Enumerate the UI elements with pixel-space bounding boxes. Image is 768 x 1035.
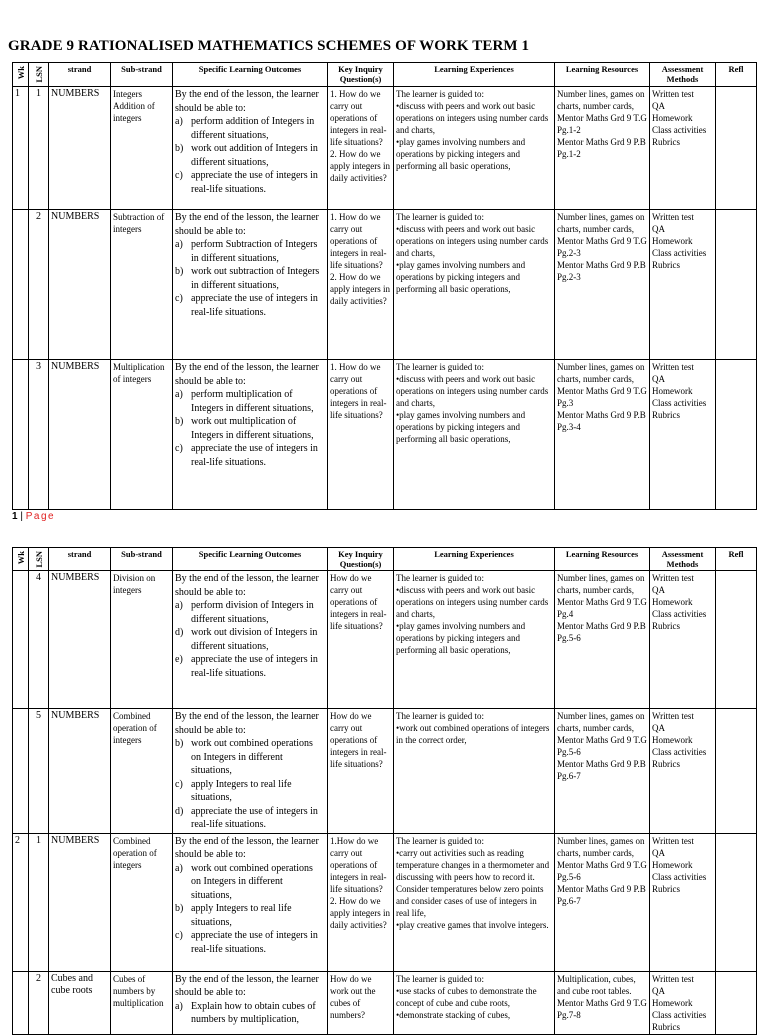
outcomes-intro: By the end of the lesson, the learner should be able to: bbox=[175, 711, 319, 736]
inquiry-cell: 1. How do we carry out operations of integers in real-life situations? 2. How do we apply integers in daily activities? bbox=[328, 87, 394, 210]
table-row bbox=[13, 360, 757, 510]
assessment-item: Rubrics bbox=[652, 759, 680, 769]
assessment-item: QA bbox=[652, 374, 665, 384]
page-number: 1 bbox=[12, 511, 18, 522]
experiences-cell bbox=[394, 210, 555, 360]
lesson-cell: 1 bbox=[29, 87, 49, 210]
strand-cell: NUMBERS bbox=[49, 571, 111, 709]
week-cell bbox=[13, 360, 29, 510]
week-cell: 1 bbox=[13, 87, 29, 210]
header-strand: strand bbox=[49, 548, 111, 571]
outcomes-intro: By the end of the lesson, the learner should be able to: bbox=[175, 362, 319, 387]
resource-item: Mentor Maths Grd 9 P.B Pg.3-4 bbox=[557, 410, 646, 432]
resource-item: Mentor Maths Grd 9 P.B Pg.5-6 bbox=[557, 621, 646, 643]
table-row bbox=[13, 571, 757, 709]
assessment-cell bbox=[650, 571, 716, 709]
strand-cell: NUMBERS bbox=[49, 833, 111, 971]
resource-item: Number lines, games on charts, number cards, bbox=[557, 362, 645, 384]
outcome-text: work out subtraction of Integers in different situations, bbox=[191, 266, 320, 291]
strand-cell: NUMBERS bbox=[49, 210, 111, 360]
experiences-intro: The learner is guided to: bbox=[396, 362, 484, 372]
outcome-text: work out addition of Integers in different situations, bbox=[191, 143, 318, 168]
outcome-item bbox=[175, 902, 325, 929]
assessment-cell bbox=[650, 87, 716, 210]
experiences-cell bbox=[394, 709, 555, 834]
outcomes-list bbox=[175, 862, 325, 957]
header-lsn bbox=[29, 548, 49, 571]
experiences-cell bbox=[394, 833, 555, 971]
assessment-item: Homework bbox=[652, 386, 693, 396]
assessment-cell bbox=[650, 971, 716, 1034]
outcome-text: work out multiplication of Integers in different situations, bbox=[191, 416, 314, 441]
assessment-item: Class activities bbox=[652, 398, 707, 408]
header-wk bbox=[13, 63, 29, 87]
lesson-cell: 2 bbox=[29, 210, 49, 360]
outcome-item bbox=[175, 169, 325, 196]
outcome-text: perform addition of Integers in different situations, bbox=[191, 116, 315, 141]
outcome-marker: b) bbox=[175, 143, 184, 154]
table-row bbox=[13, 833, 757, 971]
outcome-item bbox=[175, 862, 325, 903]
resource-item: Mentor Maths Grd 9 T.G Pg.3 bbox=[557, 386, 647, 408]
resource-item: Mentor Maths Grd 9 T.G Pg.1-2 bbox=[557, 113, 647, 135]
outcome-marker: c) bbox=[175, 443, 183, 454]
page-title: GRADE 9 RATIONALISED MATHEMATICS SCHEMES OF WORK TERM 1 bbox=[8, 38, 530, 54]
header-strand: strand bbox=[49, 63, 111, 87]
outcomes-cell bbox=[173, 87, 328, 210]
assessment-item: Written test bbox=[652, 89, 694, 99]
substrand-cell: Integers Addition of integers bbox=[111, 87, 173, 210]
strand-cell: NUMBERS bbox=[49, 360, 111, 510]
schemes-table-page-1 bbox=[12, 62, 757, 510]
header-lsn-label: LSN bbox=[33, 551, 44, 568]
outcome-text: appreciate the use of integers in real-life situations. bbox=[191, 805, 318, 830]
outcome-marker: d) bbox=[175, 627, 184, 638]
outcomes-intro: By the end of the lesson, the learner should be able to: bbox=[175, 835, 319, 860]
substrand-cell: Subtraction of integers bbox=[111, 210, 173, 360]
assessment-item: Rubrics bbox=[652, 260, 680, 270]
outcome-item bbox=[175, 265, 325, 292]
outcome-item bbox=[175, 415, 325, 442]
assessment-item: Homework bbox=[652, 597, 693, 607]
reflection-cell bbox=[716, 210, 757, 360]
assessment-item: Class activities bbox=[652, 1009, 707, 1020]
assessment-item: Rubrics bbox=[652, 883, 680, 894]
lesson-cell: 5 bbox=[29, 709, 49, 834]
reflection-cell bbox=[716, 971, 757, 1034]
schemes-table-page-2 bbox=[12, 547, 757, 1035]
resources-cell bbox=[555, 360, 650, 510]
outcome-item bbox=[175, 142, 325, 169]
outcome-text: perform Subtraction of Integers in different situations, bbox=[191, 239, 318, 264]
outcomes-cell bbox=[173, 571, 328, 709]
outcomes-list bbox=[175, 737, 325, 832]
outcomes-cell bbox=[173, 971, 328, 1034]
resource-item: Mentor Maths Grd 9 P.B Pg.1-2 bbox=[557, 137, 646, 159]
outcome-marker: d) bbox=[175, 805, 184, 817]
strand-cell: NUMBERS bbox=[49, 87, 111, 210]
assessment-item: QA bbox=[652, 585, 665, 595]
assessment-item: QA bbox=[652, 985, 665, 996]
substrand-cell: Multiplication of integers bbox=[111, 360, 173, 510]
assessment-cell bbox=[650, 709, 716, 834]
header-lsn bbox=[29, 63, 49, 87]
reflection-cell bbox=[716, 87, 757, 210]
page-footer bbox=[12, 511, 55, 522]
outcome-text: work out division of Integers in different situations, bbox=[191, 627, 318, 652]
experiences-cell bbox=[394, 87, 555, 210]
outcome-marker: a) bbox=[175, 1000, 183, 1012]
outcomes-intro: By the end of the lesson, the learner should be able to: bbox=[175, 212, 319, 237]
assessment-cell bbox=[650, 360, 716, 510]
resource-item: Mentor Maths Grd 9 P.B Pg.6-7 bbox=[557, 883, 646, 906]
assessment-item: Class activities bbox=[652, 248, 707, 258]
experiences-cell bbox=[394, 360, 555, 510]
lesson-cell: 4 bbox=[29, 571, 49, 709]
outcome-marker: a) bbox=[175, 239, 183, 250]
outcome-text: apply Integers to real life situations, bbox=[191, 778, 292, 803]
outcome-item bbox=[175, 737, 325, 778]
outcome-text: appreciate the use of integers in real-life situations. bbox=[191, 170, 318, 195]
assessment-item: QA bbox=[652, 723, 665, 733]
outcomes-cell bbox=[173, 360, 328, 510]
header-inquiry: Key Inquiry Question(s) bbox=[328, 63, 394, 87]
assessment-item: QA bbox=[652, 101, 665, 111]
assessment-item: Written test bbox=[652, 973, 694, 984]
assessment-item: Homework bbox=[652, 997, 693, 1008]
header-substrand: Sub-strand bbox=[111, 548, 173, 571]
experience-item: • play games involving numbers and operations by picking integers and performing all basic operations, bbox=[396, 620, 552, 656]
header-lsn-label: LSN bbox=[33, 66, 44, 83]
outcome-text: perform multiplication of Integers in different situations, bbox=[191, 389, 314, 414]
week-cell bbox=[13, 210, 29, 360]
outcome-marker: c) bbox=[175, 293, 183, 304]
assessment-item: Written test bbox=[652, 711, 694, 721]
header-outcomes: Specific Learning Outcomes bbox=[173, 63, 328, 87]
reflection-cell bbox=[716, 571, 757, 709]
table-row bbox=[13, 971, 757, 1034]
resource-item: Mentor Maths Grd 9 T.G Pg.7-8 bbox=[557, 997, 647, 1020]
outcomes-list bbox=[175, 115, 325, 196]
page-separator: | bbox=[20, 511, 23, 522]
week-cell bbox=[13, 571, 29, 709]
page-label: Page bbox=[25, 511, 56, 522]
outcome-marker: b) bbox=[175, 903, 184, 914]
table-row bbox=[13, 87, 757, 210]
inquiry-cell: 1. How do we carry out operations of integers in real-life situations? 2. How do we apply integers in daily activities? bbox=[328, 210, 394, 360]
assessment-item: QA bbox=[652, 224, 665, 234]
outcome-marker: c) bbox=[175, 930, 183, 941]
outcome-marker: e) bbox=[175, 654, 183, 665]
resource-item: Number lines, games on charts, number cards, bbox=[557, 212, 645, 234]
inquiry-cell: 1.How do we carry out operations of integers in real-life situations? 2. How do we apply integers in daily activities? bbox=[328, 833, 394, 971]
outcome-text: appreciate the use of integers in real-life situations. bbox=[191, 930, 318, 955]
substrand-cell: Combined operation of integers bbox=[111, 833, 173, 971]
assessment-item: Rubrics bbox=[652, 1021, 680, 1032]
resource-item: Mentor Maths Grd 9 T.G Pg.5-6 bbox=[557, 735, 647, 757]
outcome-marker: a) bbox=[175, 862, 183, 874]
substrand-cell: Division on integers bbox=[111, 571, 173, 709]
experience-item: • carry out activities such as reading temperature changes in a thermometer and discussing with peers how to record it. Consider temperatures below zero points and consider cases of use of integers in real life, bbox=[396, 847, 552, 919]
lesson-cell: 1 bbox=[29, 833, 49, 971]
experience-item: • discuss with peers and work out basic operations on integers using number cards and charts, bbox=[396, 100, 552, 136]
experiences-intro: The learner is guided to: bbox=[396, 835, 484, 846]
header-resources: Learning Resources bbox=[555, 548, 650, 571]
outcome-item bbox=[175, 626, 325, 653]
header-inquiry: Key Inquiry Question(s) bbox=[328, 548, 394, 571]
experiences-intro: The learner is guided to: bbox=[396, 973, 484, 984]
outcome-item bbox=[175, 442, 325, 469]
experience-item: • discuss with peers and work out basic operations on integers using number cards and charts, bbox=[396, 223, 552, 259]
resource-item: Mentor Maths Grd 9 P.B Pg.6-7 bbox=[557, 759, 646, 781]
assessment-item: QA bbox=[652, 847, 665, 858]
week-cell bbox=[13, 709, 29, 834]
outcome-marker: b) bbox=[175, 416, 184, 427]
outcome-marker: a) bbox=[175, 389, 183, 400]
outcome-item bbox=[175, 599, 325, 626]
experience-item: • discuss with peers and work out basic operations on integers using number cards and charts, bbox=[396, 584, 552, 620]
header-refl: Refl bbox=[716, 63, 757, 87]
resources-cell bbox=[555, 971, 650, 1034]
resource-item: Number lines, games on charts, number cards, bbox=[557, 835, 645, 858]
header-resources: Learning Resources bbox=[555, 63, 650, 87]
outcome-text: appreciate the use of integers in real-life situations. bbox=[191, 443, 318, 468]
reflection-cell bbox=[716, 833, 757, 971]
outcome-item bbox=[175, 388, 325, 415]
substrand-cell: Cubes of numbers by multiplication bbox=[111, 971, 173, 1034]
assessment-item: Homework bbox=[652, 113, 693, 123]
assessment-item: Rubrics bbox=[652, 621, 680, 631]
outcomes-intro: By the end of the lesson, the learner should be able to: bbox=[175, 573, 319, 598]
outcome-item bbox=[175, 653, 325, 680]
outcome-marker: c) bbox=[175, 170, 183, 181]
outcomes-list bbox=[175, 599, 325, 680]
resource-item: Multiplication, cubes, and cube root tables. bbox=[557, 973, 636, 996]
outcomes-list bbox=[175, 388, 325, 469]
resources-cell bbox=[555, 87, 650, 210]
resource-item: Mentor Maths Grd 9 T.G Pg.2-3 bbox=[557, 236, 647, 258]
resources-cell bbox=[555, 833, 650, 971]
outcome-marker: b) bbox=[175, 266, 184, 277]
assessment-item: Homework bbox=[652, 859, 693, 870]
assessment-cell bbox=[650, 210, 716, 360]
outcome-text: apply Integers to real life situations, bbox=[191, 903, 292, 928]
week-cell: 2 bbox=[13, 833, 29, 971]
lesson-cell: 3 bbox=[29, 360, 49, 510]
outcomes-cell bbox=[173, 210, 328, 360]
outcomes-cell bbox=[173, 709, 328, 834]
experience-item: • demonstrate stacking of cubes, bbox=[396, 1009, 552, 1021]
inquiry-cell: How do we carry out operations of integers in real-life situations? bbox=[328, 709, 394, 834]
outcome-text: work out combined operations on Integers in different situations, bbox=[191, 738, 313, 776]
outcome-marker: a) bbox=[175, 600, 183, 611]
assessment-item: Homework bbox=[652, 236, 693, 246]
experience-item: • play creative games that involve integers. bbox=[396, 919, 552, 931]
assessment-item: Homework bbox=[652, 735, 693, 745]
header-row bbox=[13, 548, 757, 571]
outcome-text: appreciate the use of integers in real-life situations. bbox=[191, 293, 318, 318]
header-wk-label: Wk bbox=[15, 551, 26, 565]
header-substrand: Sub-strand bbox=[111, 63, 173, 87]
assessment-item: Class activities bbox=[652, 747, 707, 757]
outcomes-intro: By the end of the lesson, the learner should be able to: bbox=[175, 973, 319, 998]
resources-cell bbox=[555, 571, 650, 709]
week-cell bbox=[13, 971, 29, 1034]
table-row bbox=[13, 709, 757, 834]
header-experiences: Learning Experiences bbox=[394, 548, 555, 571]
header-assessment: Assessment Methods bbox=[650, 548, 716, 571]
outcome-text: Explain how to obtain cubes of numbers by multiplication, bbox=[191, 1000, 316, 1025]
experience-item: • play games involving numbers and operations by picking integers and performing all basic operations, bbox=[396, 136, 552, 172]
resource-item: Mentor Maths Grd 9 P.B Pg.2-3 bbox=[557, 260, 646, 282]
resource-item: Mentor Maths Grd 9 T.G Pg.5-6 bbox=[557, 859, 647, 882]
outcome-text: work out combined operations on Integers in different situations, bbox=[191, 862, 313, 901]
outcomes-cell bbox=[173, 833, 328, 971]
experience-item: • play games involving numbers and operations by picking integers and performing all basic operations, bbox=[396, 409, 552, 445]
resource-item: Number lines, games on charts, number cards, bbox=[557, 573, 645, 595]
assessment-item: Class activities bbox=[652, 871, 707, 882]
experiences-cell bbox=[394, 571, 555, 709]
assessment-item: Rubrics bbox=[652, 137, 680, 147]
inquiry-cell: How do we carry out operations of integers in real-life situations? bbox=[328, 571, 394, 709]
assessment-item: Written test bbox=[652, 573, 694, 583]
inquiry-cell: 1. How do we carry out operations of integers in real-life situations? bbox=[328, 360, 394, 510]
resource-item: Mentor Maths Grd 9 T.G Pg.4 bbox=[557, 597, 647, 619]
outcome-marker: c) bbox=[175, 778, 183, 790]
assessment-item: Written test bbox=[652, 212, 694, 222]
outcome-text: perform division of Integers in different situations, bbox=[191, 600, 314, 625]
assessment-item: Class activities bbox=[652, 125, 707, 135]
outcome-text: appreciate the use of integers in real-life situations. bbox=[191, 654, 318, 679]
lesson-cell: 2 bbox=[29, 971, 49, 1034]
experience-item: • play games involving numbers and operations by picking integers and performing all basic operations, bbox=[396, 259, 552, 295]
assessment-item: Written test bbox=[652, 362, 694, 372]
header-assessment: Assessment Methods bbox=[650, 63, 716, 87]
reflection-cell bbox=[716, 709, 757, 834]
experiences-cell bbox=[394, 971, 555, 1034]
outcome-item bbox=[175, 115, 325, 142]
assessment-item: Written test bbox=[652, 835, 694, 846]
substrand-cell: Combined operation of integers bbox=[111, 709, 173, 834]
outcome-item bbox=[175, 292, 325, 319]
outcome-item bbox=[175, 929, 325, 956]
assessment-item: Class activities bbox=[652, 609, 707, 619]
resources-cell bbox=[555, 709, 650, 834]
outcome-marker: a) bbox=[175, 116, 183, 127]
experiences-intro: The learner is guided to: bbox=[396, 212, 484, 222]
header-wk-label: Wk bbox=[15, 66, 26, 80]
outcomes-list bbox=[175, 1000, 325, 1027]
outcome-item bbox=[175, 238, 325, 265]
header-refl: Refl bbox=[716, 548, 757, 571]
resources-cell bbox=[555, 210, 650, 360]
resource-item: Number lines, games on charts, number cards, bbox=[557, 89, 645, 111]
header-outcomes: Specific Learning Outcomes bbox=[173, 548, 328, 571]
header-wk bbox=[13, 548, 29, 571]
resource-item: Number lines, games on charts, number cards, bbox=[557, 711, 645, 733]
outcome-marker: b) bbox=[175, 738, 184, 749]
outcome-item bbox=[175, 805, 325, 832]
outcome-item bbox=[175, 1000, 325, 1027]
strand-cell: Cubes and cube roots bbox=[49, 971, 111, 1034]
header-experiences: Learning Experiences bbox=[394, 63, 555, 87]
table-row bbox=[13, 210, 757, 360]
outcome-item bbox=[175, 778, 325, 805]
experiences-intro: The learner is guided to: bbox=[396, 573, 484, 583]
assessment-cell bbox=[650, 833, 716, 971]
experience-item: • use stacks of cubes to demonstrate the concept of cube and cube roots, bbox=[396, 985, 552, 1009]
strand-cell: NUMBERS bbox=[49, 709, 111, 834]
experiences-intro: The learner is guided to: bbox=[396, 89, 484, 99]
reflection-cell bbox=[716, 360, 757, 510]
experience-item: • discuss with peers and work out basic operations on integers using number cards and charts, bbox=[396, 373, 552, 409]
outcomes-intro: By the end of the lesson, the learner should be able to: bbox=[175, 89, 319, 114]
experience-item: • work out combined operations of integers in the correct order, bbox=[396, 722, 552, 746]
outcomes-list bbox=[175, 238, 325, 319]
assessment-item: Rubrics bbox=[652, 410, 680, 420]
experiences-intro: The learner is guided to: bbox=[396, 711, 484, 721]
header-row bbox=[13, 63, 757, 87]
inquiry-cell: How do we work out the cubes of numbers? bbox=[328, 971, 394, 1034]
